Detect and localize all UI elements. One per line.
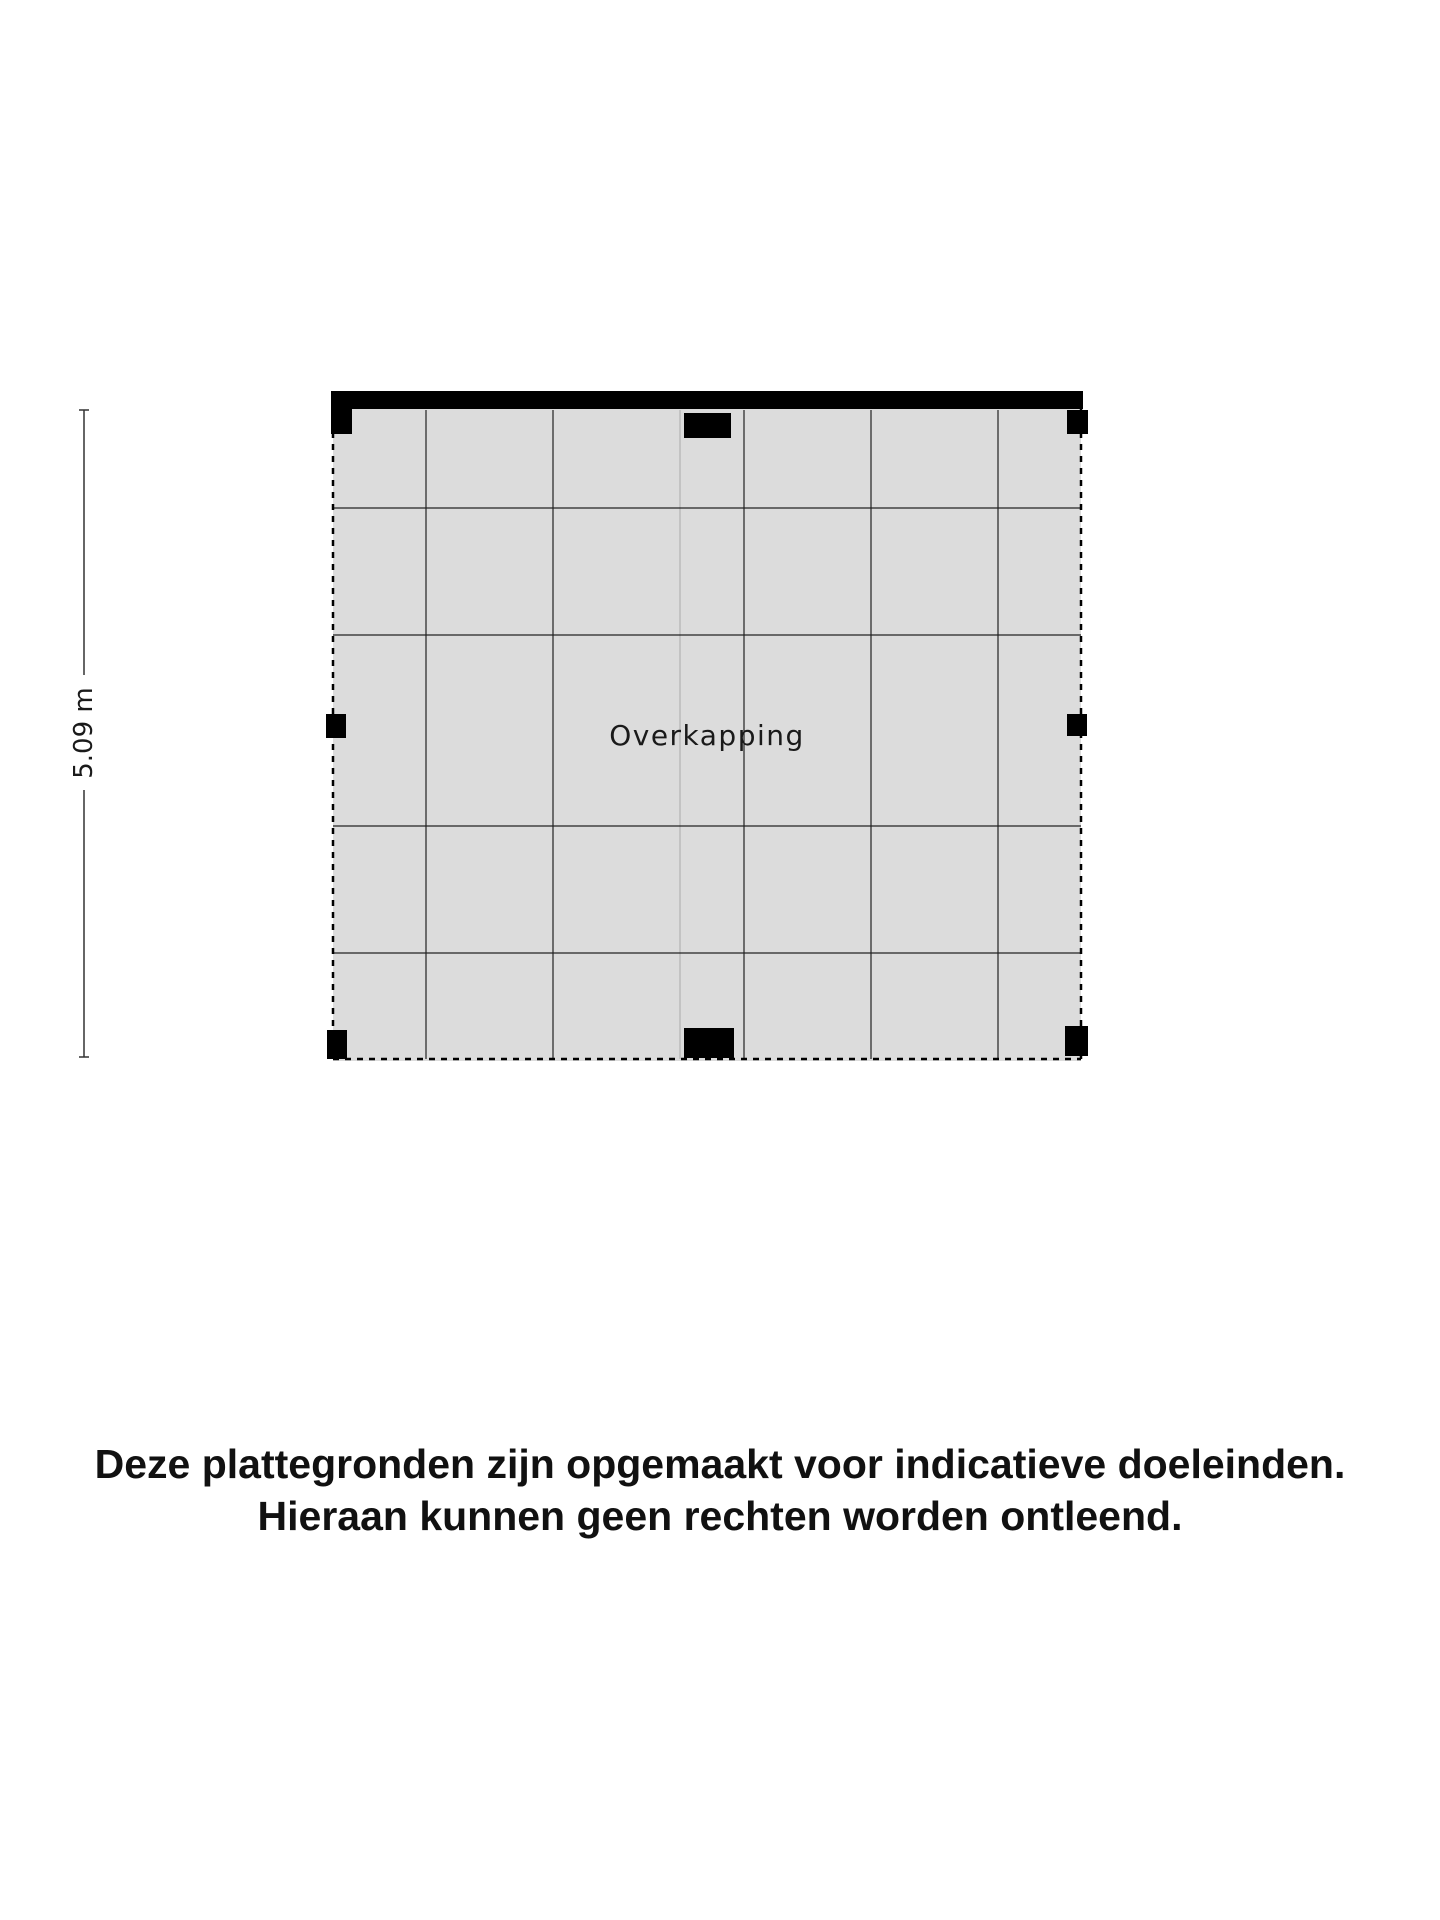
post-top-center [684,413,731,438]
post-bottom-right [1065,1026,1088,1056]
height-dimension-label: 5.09 m [69,687,99,779]
post-middle-right [1067,714,1087,736]
post-top-right [1067,410,1088,434]
post-middle-left [326,714,346,738]
back-wall [331,391,1083,409]
disclaimer-line-1: Deze plattegronden zijn opgemaakt voor indicatieve doeleinden. [94,1441,1346,1487]
room-label: Overkapping [609,719,805,752]
post-top-left [331,405,352,434]
disclaimer [0,1438,1440,1542]
post-bottom-left [327,1030,347,1059]
post-bottom-center [684,1028,734,1058]
disclaimer-line-2: Hieraan kunnen geen rechten worden ontleend. [257,1493,1183,1539]
